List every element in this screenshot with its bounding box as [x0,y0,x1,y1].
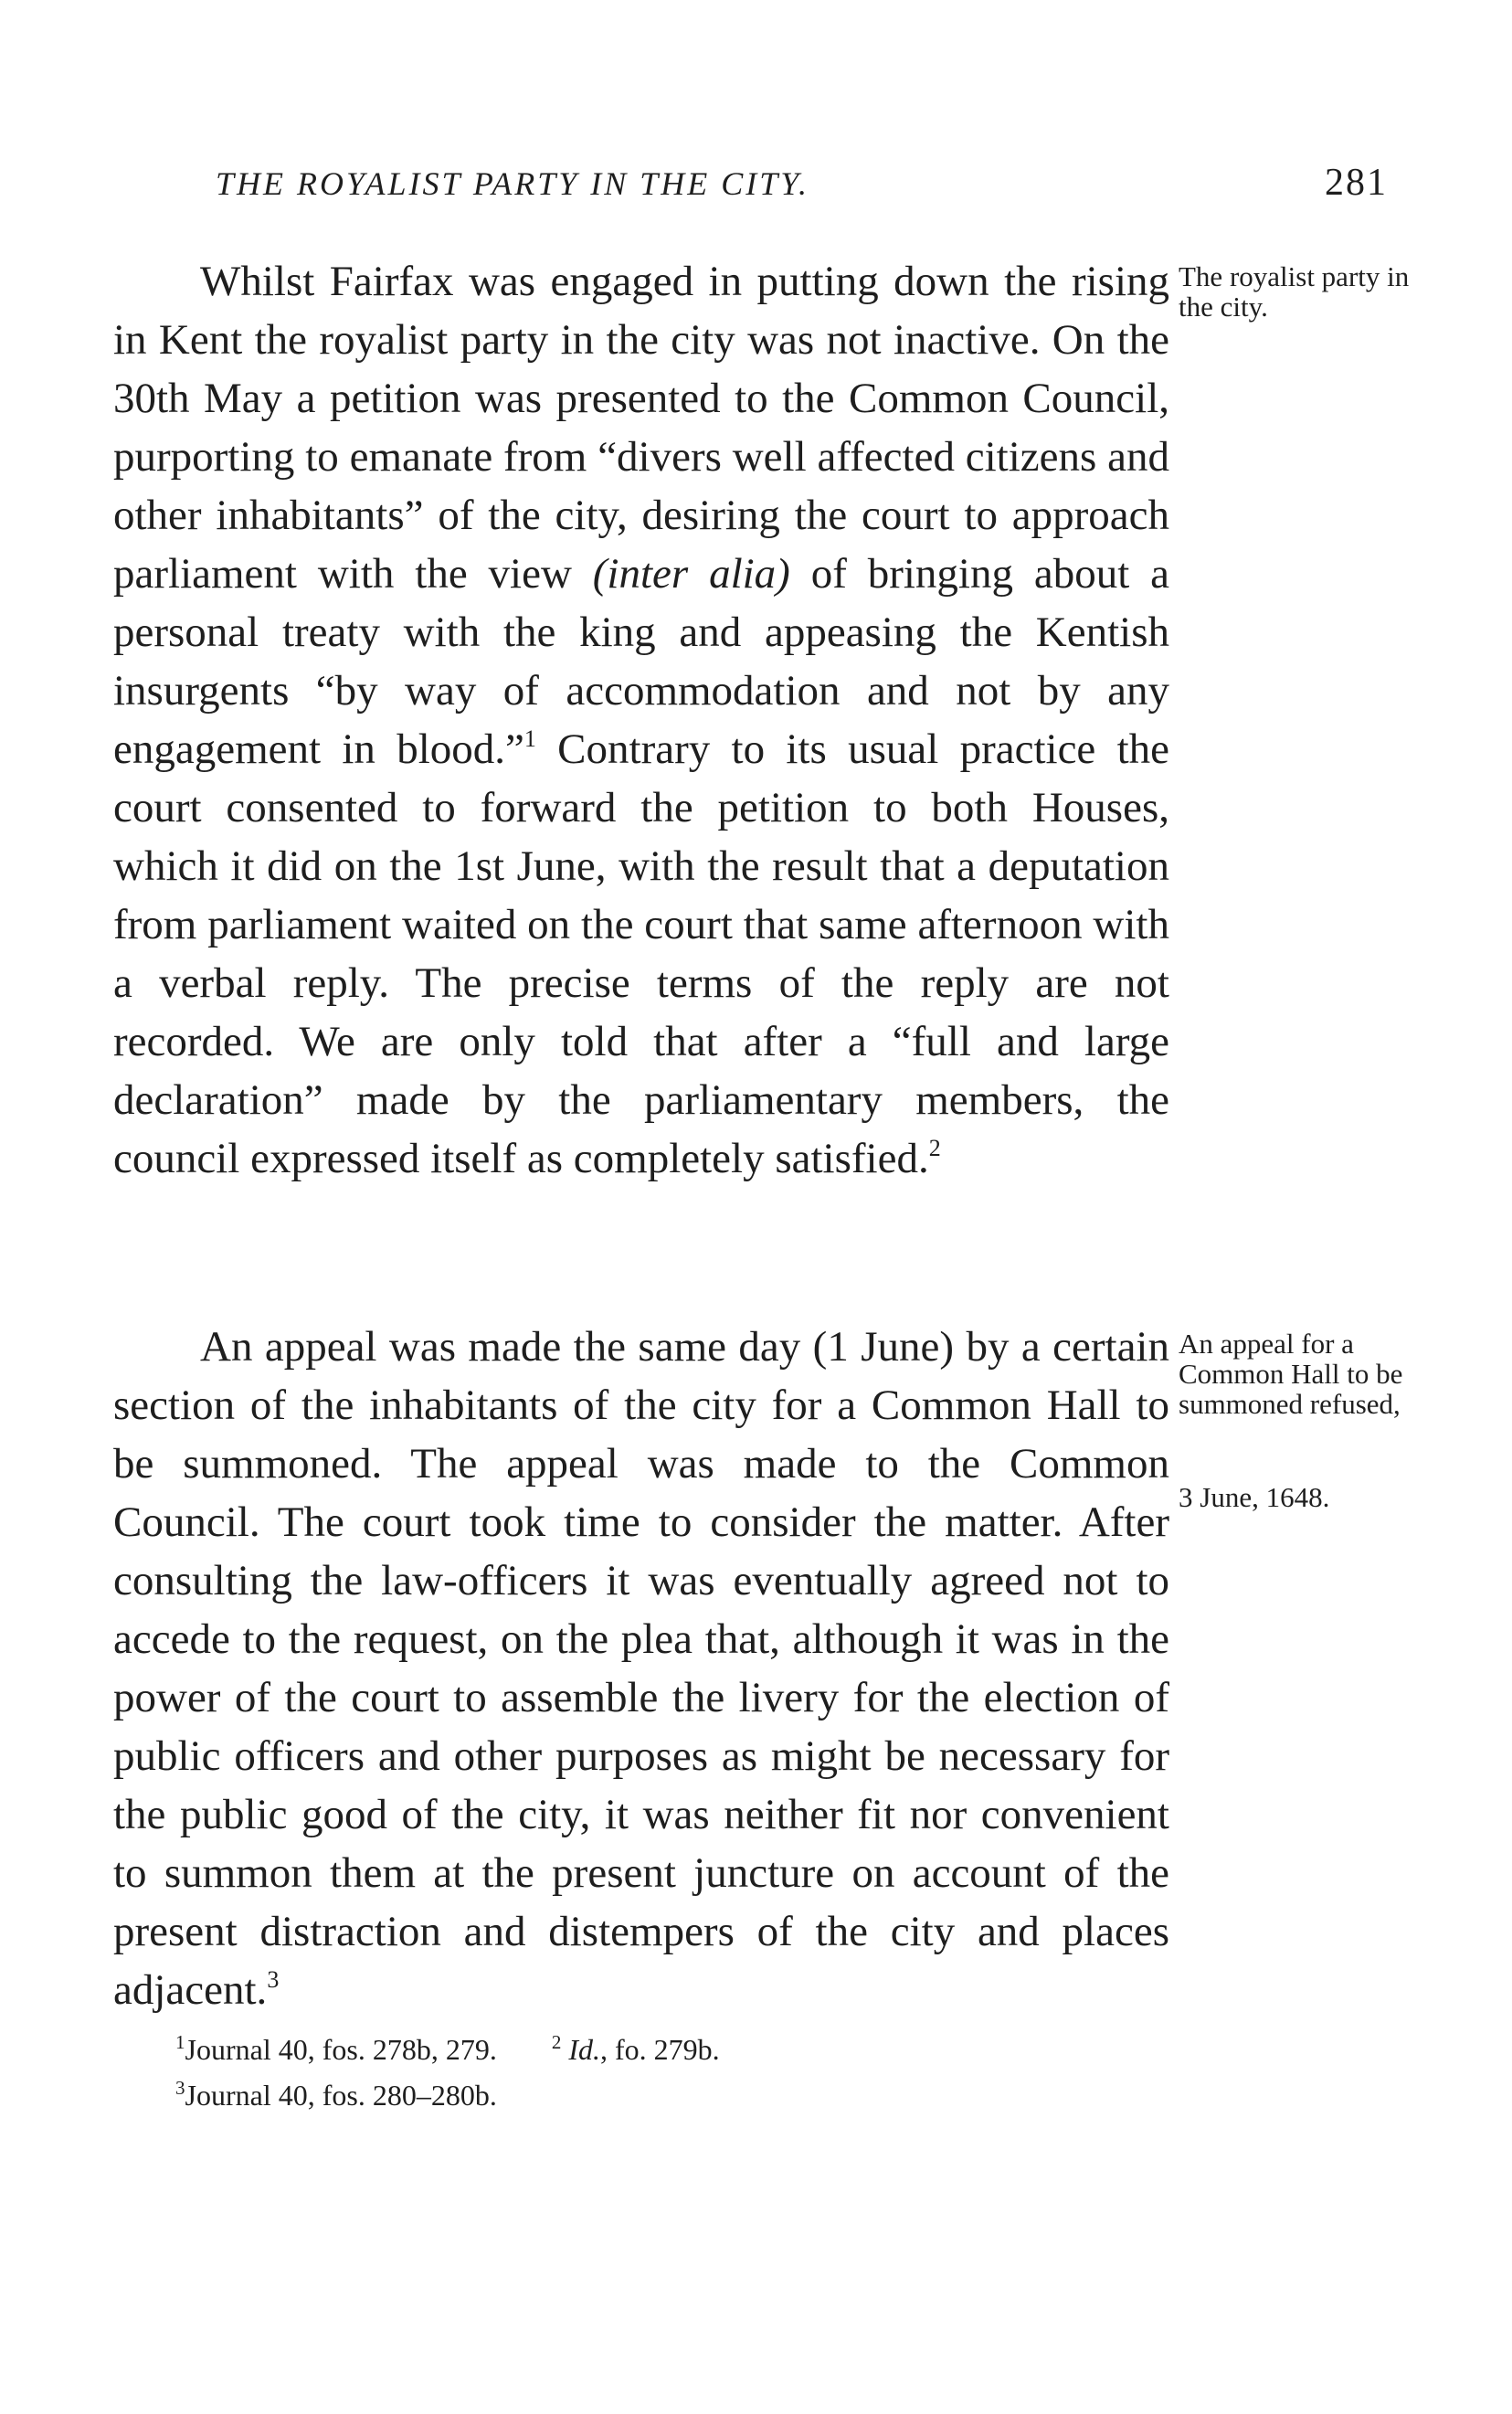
paragraph-text: of bringing about a personal treaty with the king and appeasing the Kentish insurgents “by way of accommodation and not by any engagement in blood.” [113,550,1170,773]
footnote-ref-2: 2 [928,1135,941,1161]
paragraph-common-hall-appeal [113,1318,1169,2019]
footnote-ref-1: 1 [523,725,536,752]
page-number: 281 [1325,162,1388,204]
margin-note-date: 3 June, 1648. [1179,1481,1330,1513]
footnote-mark-3: 3 [175,2077,185,2099]
running-head: THE ROYALIST PARTY IN THE CITY. [216,165,809,202]
footnote-1-text: Journal 40, fos. 278b, 279. [185,2033,497,2066]
paragraph-text: An appeal was made the same day (1 June) by a certain section of the inhabitants of the city for a Common Hall to be summoned. The appeal was made to the Common Council. The court took time to consider the matter. After consulting the law-officers it was eventually agreed not to accede to the request, on the plea that, although it was in the power of the court to assemble the livery for the election of public officers and other purposes as might be necessary for the public good of the city, it was neither fit nor convenient to summon them at the present juncture on account of the present distraction and distempers of the city and places adjacent. [113,1323,1169,2014]
margin-note-common-hall: An appeal for a Common Hall to be summoned refused, [1179,1328,1403,1420]
paragraph-text: Whilst Fairfax was engaged in putting down the rising in Kent the royalist party in the city was not inactive. On the 30th May a petition was presented to the Common Council, purporting to emanate from “divers well affected citizens and other inhabitants” of the city, desiring the court to approach parliament with the view [113,258,1169,598]
footnote-mark-1: 1 [175,2031,185,2053]
footnote-mark-2: 2 [551,2031,562,2053]
footnote-ref-3: 3 [267,1966,280,1993]
footnote-2-text: , fo. 279b. [599,2033,720,2066]
footnote-3-text: Journal 40, fos. 280–280b. [185,2079,497,2112]
paragraph-italic-text: (inter alia) [592,550,790,598]
footnotes [175,2027,720,2118]
footnote-line [175,2072,720,2118]
footnote-2-italic: Id. [568,2033,600,2066]
paragraph-text: Contrary to its usual practice the court consented to forward the petition to both Houses, which it did on the 1st June, with the result that a deputation from parliament waited on the court that same afternoon with a verbal reply. The precise terms of the reply are not recorded. We are only told that after a “full and large declaration” made by the parliamentary members, the council expressed itself as completely satisfied. [113,725,1169,1182]
footnote-line [175,2027,720,2072]
margin-note-royalist-party: The royalist party in the city. [1179,260,1410,323]
paragraph-royalist-petition [113,252,1169,1188]
